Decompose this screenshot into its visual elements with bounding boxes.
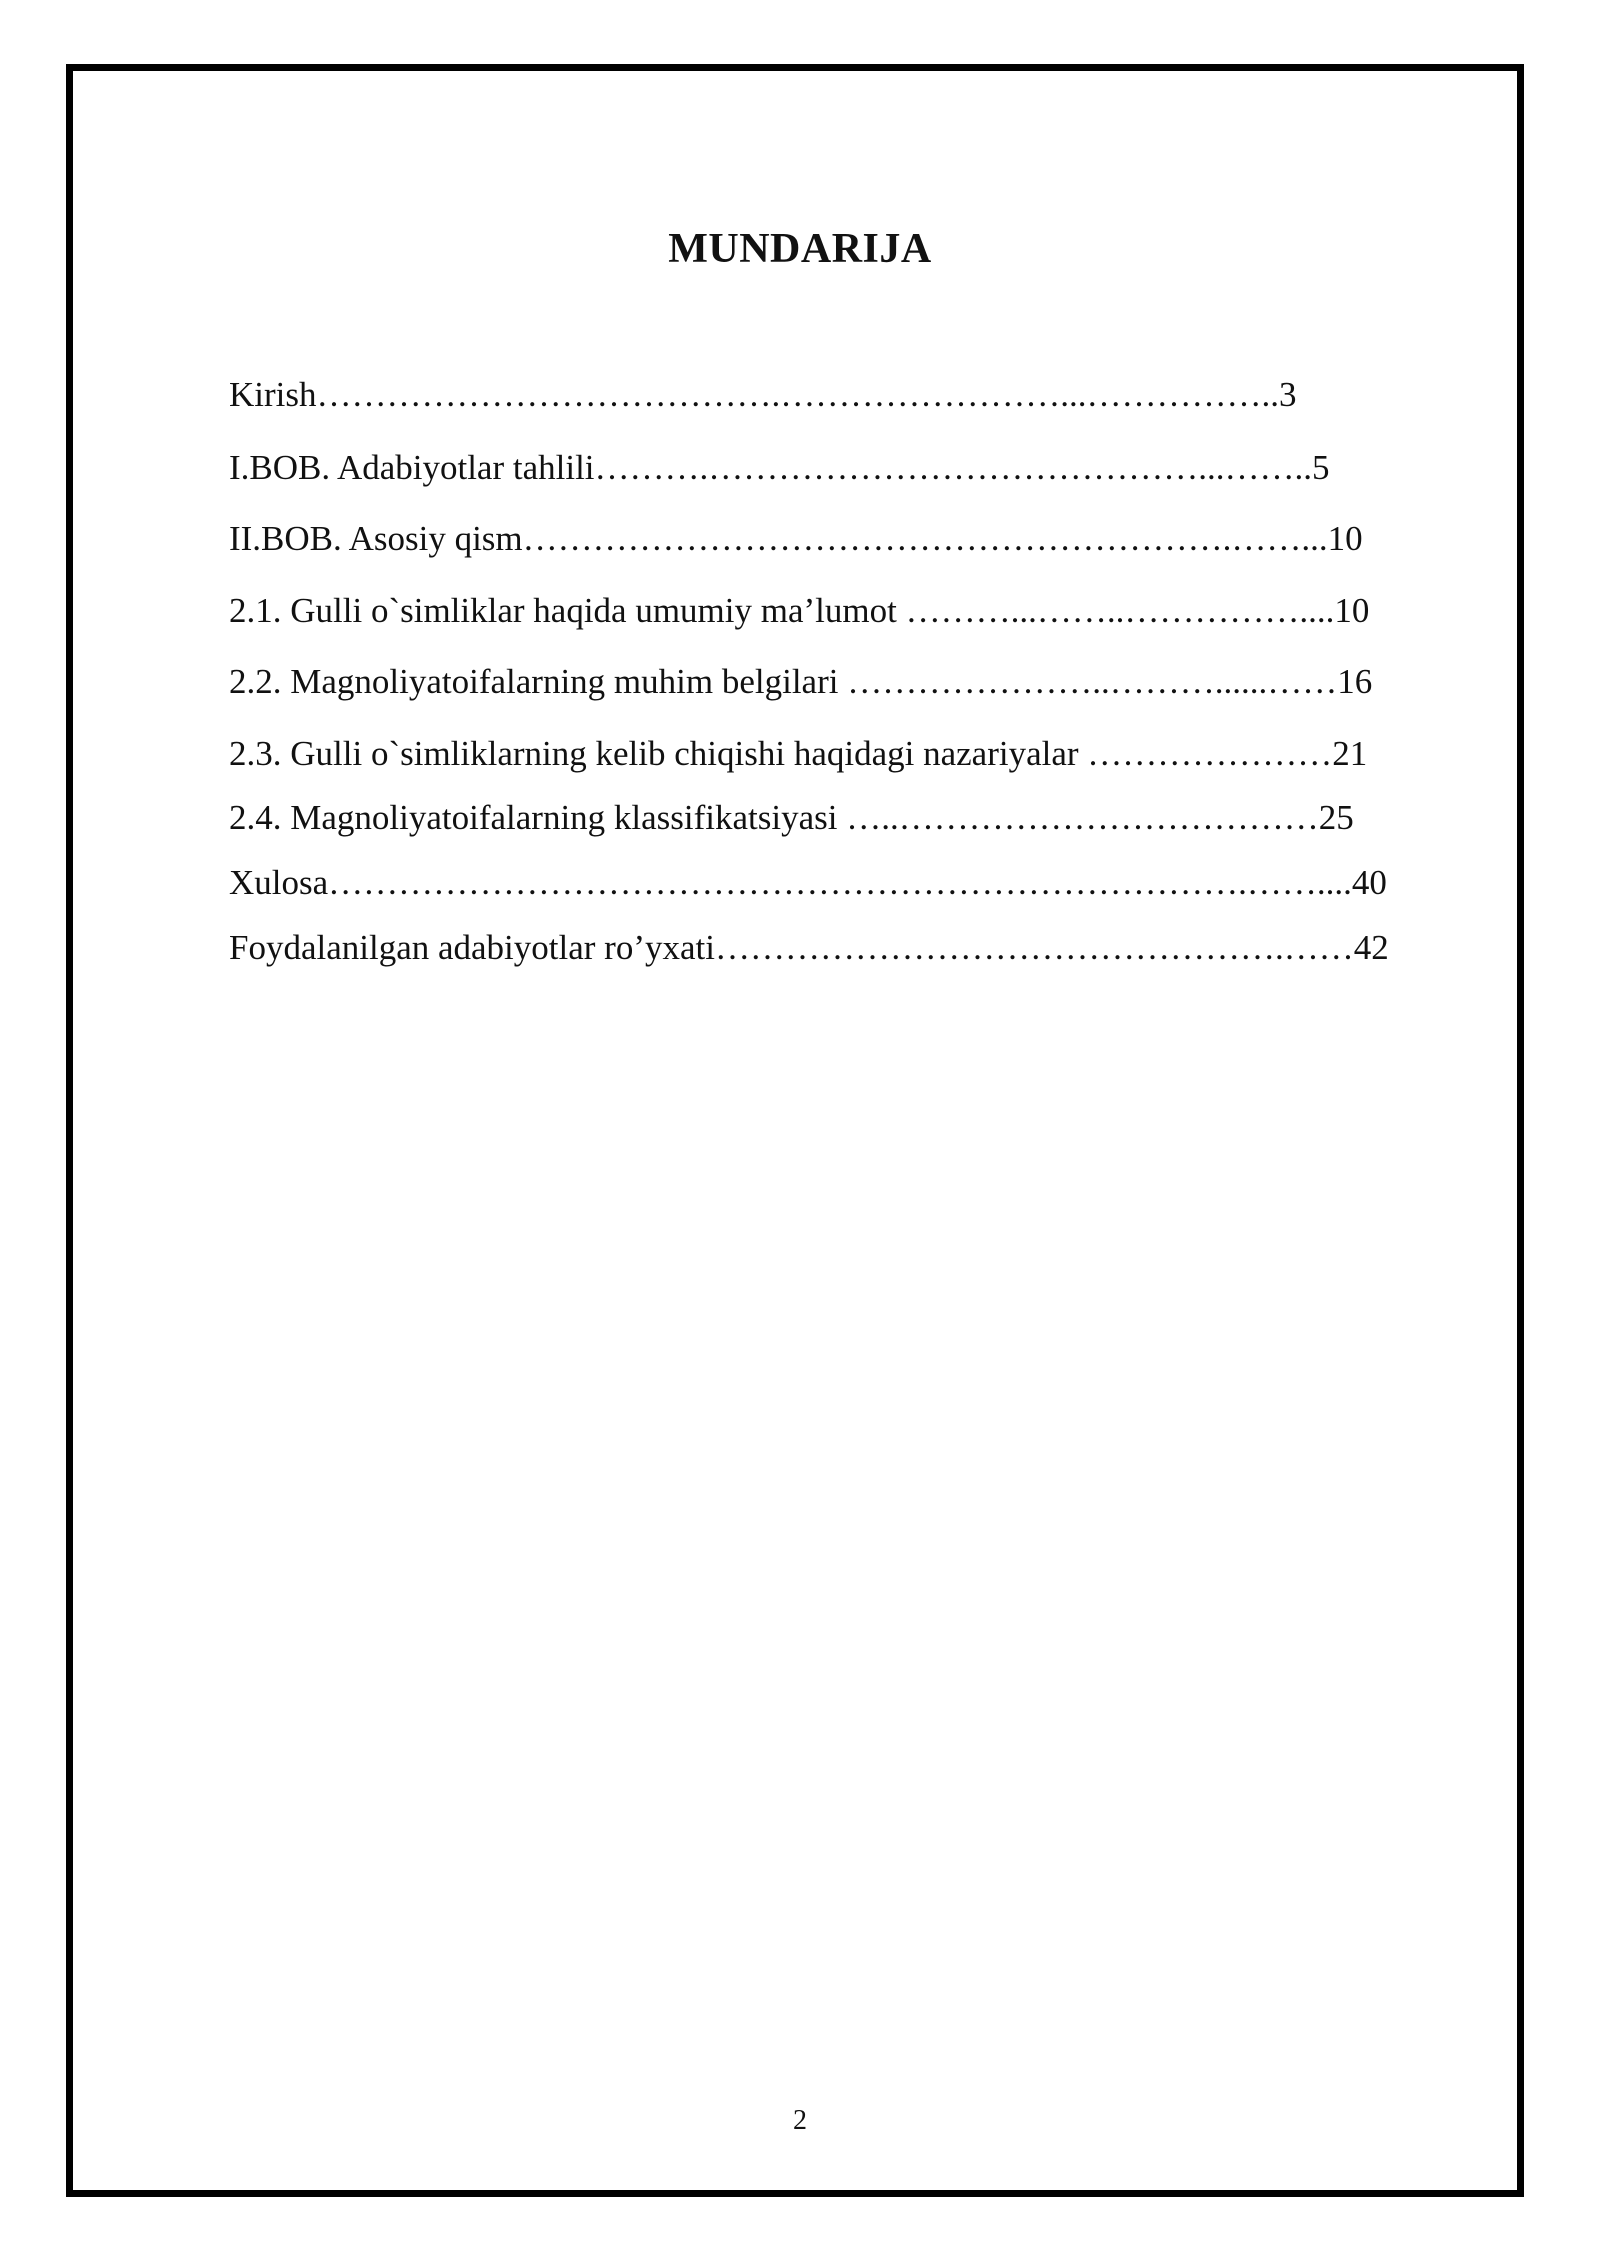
toc-entry-text: 2.1. Gulli o`simliklar haqida umumiy ma’lumot ………...……..……………....10 [229,591,1370,630]
toc-entry-2-1 [229,586,1454,636]
toc-entry-kirish [229,370,1454,420]
page-title: MUNDARIJA [668,226,932,272]
toc-entry-text: 2.4. Magnoliyatoifalarning klassifikatsiyasi …..………………………………25 [229,798,1354,837]
toc-entry-adabiyotlar-tahlili [229,443,1454,493]
toc-entry-2-3 [229,729,1454,779]
toc-entry-text: Foydalanilgan adabiyotlar ro’yxati………………………………………….……42 [229,928,1389,967]
toc-entry-text: I.BOB. Adabiyotlar tahlili……….……………………………………...……..5 [229,448,1330,487]
toc-entry-foydalanilgan-adabiyotlar [229,923,1454,973]
toc-entry-text: Xulosa…………………………………………………………………….……....40 [229,863,1387,902]
page-number: 2 [793,2105,807,2136]
toc-entry-xulosa [229,858,1454,908]
toc-entry-text: II.BOB. Asosiy qism…………………………………………………….……...10 [229,519,1363,558]
toc-entry-text: 2.2. Magnoliyatoifalarning muhim belgilari …………………..………......……16 [229,662,1373,701]
toc-entry-2-4 [229,793,1454,843]
toc-entry-text: Kirish………………………………….……………………...……………..3 [229,375,1297,414]
toc-entry-2-2 [229,657,1454,707]
toc-entry-asosiy-qism [229,514,1454,564]
toc-entry-text: 2.3. Gulli o`simliklarning kelib chiqishi haqidagi nazariyalar …………………21 [229,734,1368,773]
